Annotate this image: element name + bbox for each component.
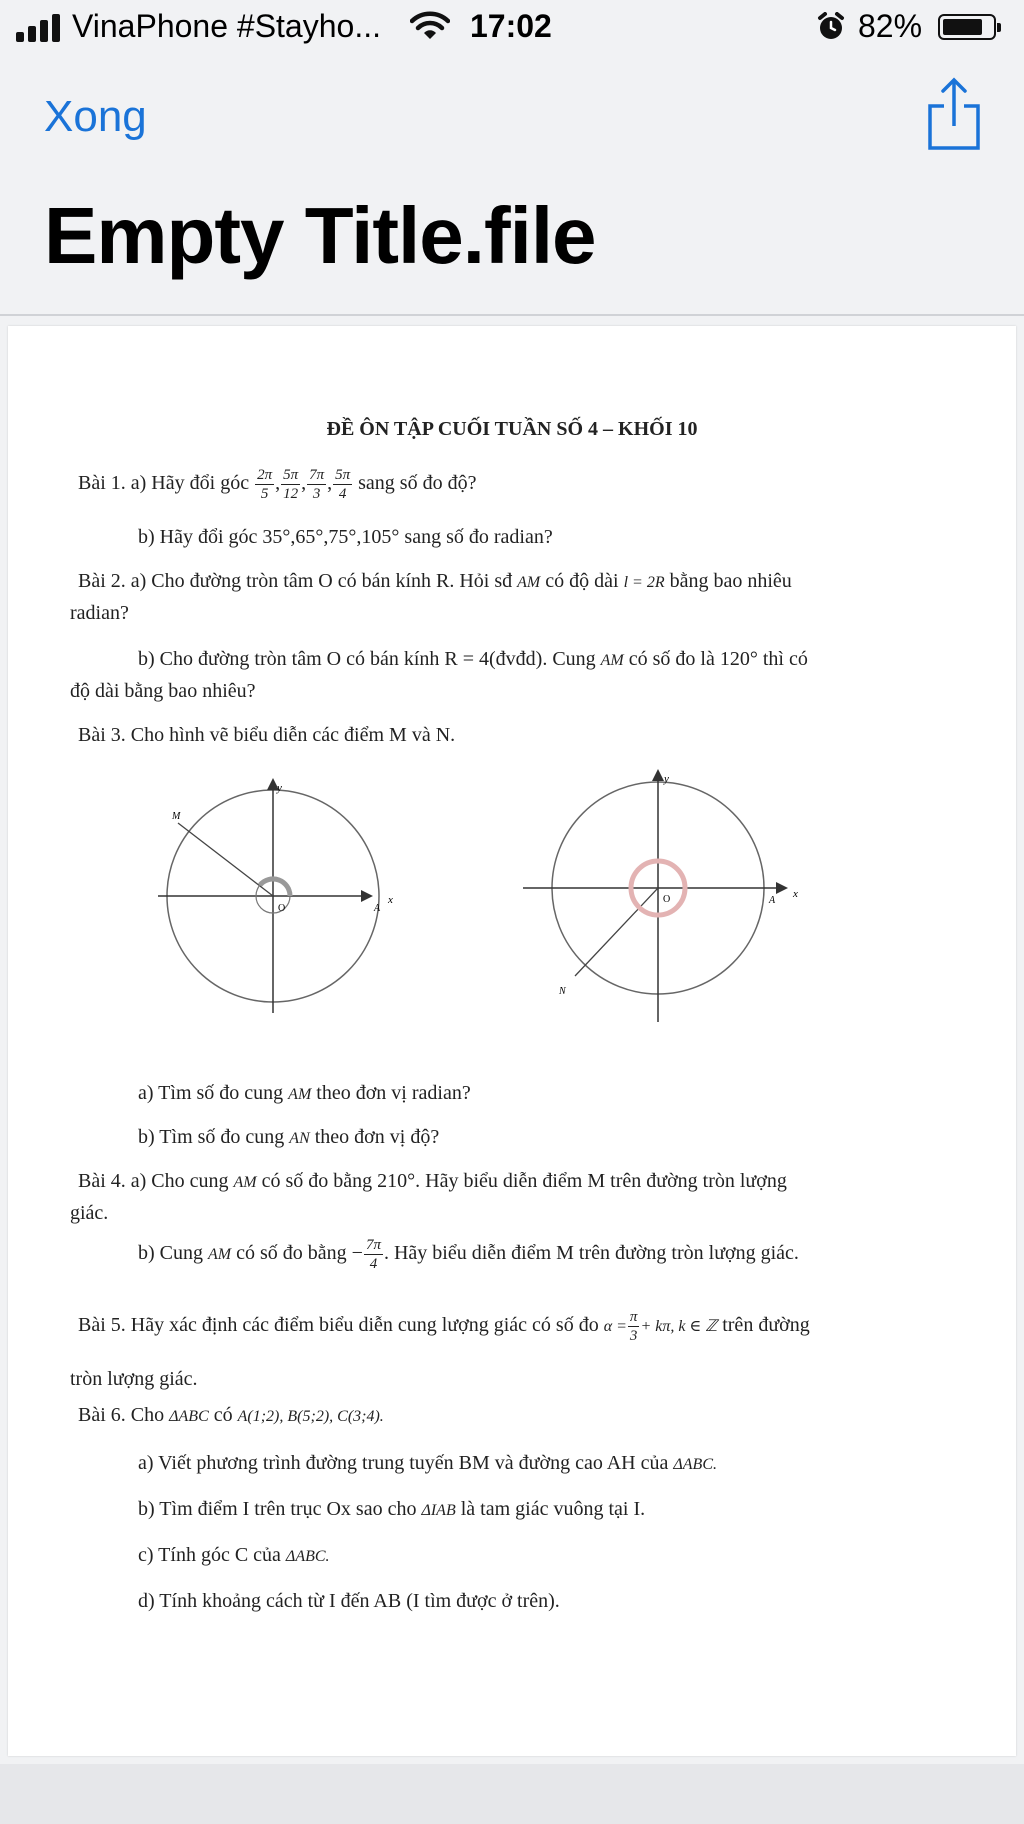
share-icon[interactable]	[924, 76, 984, 152]
angle-arc-highlight	[260, 879, 290, 896]
fraction: $\frac{\pi}{3}$	[629, 1309, 638, 1344]
radius-om	[178, 823, 273, 896]
done-button[interactable]: Xong	[44, 92, 147, 141]
bai4-a-line2: giác.	[70, 1202, 109, 1224]
alarm-clock-icon	[816, 12, 846, 42]
radius-on	[575, 888, 658, 976]
fraction: $\frac{7\pi}{4}$	[365, 1237, 381, 1272]
y-label: y	[277, 782, 282, 794]
bottom-toolbar	[0, 1764, 1024, 1824]
bai6-b: b) Tìm điểm I trên trục Ox sao cho ΔIAB là tam giác vuông tại I.	[138, 1498, 646, 1520]
clock-time: 17:02	[470, 8, 552, 44]
page-title: Empty Title.file	[44, 191, 596, 280]
origin-label: O	[278, 903, 286, 914]
y-label: y	[664, 773, 669, 785]
bai3-intro: Bài 3. Cho hình vẽ biểu diễn các điểm M và N.	[78, 724, 456, 746]
header-divider	[0, 314, 1024, 316]
battery-level-fill	[943, 19, 982, 35]
bai2-a-line2: radian?	[70, 602, 129, 624]
signal-strength-icon	[16, 14, 62, 42]
battery-percentage: 82%	[858, 8, 923, 44]
fraction: $\frac{7\pi}{3}$	[309, 467, 325, 502]
document-heading: ĐỀ ÔN TẬP CUỐI TUẦN SỐ 4 – KHỐI 10	[326, 418, 698, 440]
bai5-line2: tròn lượng giác.	[70, 1368, 198, 1390]
origin-label: O	[663, 894, 671, 905]
battery-icon	[938, 14, 996, 40]
bai6-a: a) Viết phương trình đường trung tuyến BM và đường cao AH của ΔABC.	[138, 1452, 717, 1474]
carrier-name: VinaPhone #Stayho...	[72, 8, 381, 44]
point-a-label: A	[374, 903, 381, 914]
bai2-a-line1: Bài 2. a) Cho đường tròn tâm O có bán kính R. Hỏi sđ AM có độ dài l = 2R bằng bao nhiêu	[78, 570, 792, 592]
bai2-b-line1: b) Cho đường tròn tâm O có bán kính R = 4(đvđd). Cung AM có số đo là 120° thì có	[138, 648, 808, 670]
bai3-a: a) Tìm số đo cung AM theo đơn vị radian?	[138, 1082, 471, 1104]
fraction: $\frac{5\pi}{12}$	[283, 467, 299, 502]
bai6-d: d) Tính khoảng cách từ I đến AB (I tìm được ở trên).	[138, 1590, 560, 1612]
document-page[interactable]	[8, 326, 1016, 1756]
point-n-label: N	[559, 986, 566, 997]
unit-circle-diagram-m	[148, 771, 398, 1021]
bai1-b: b) Hãy đổi góc 35°,65°,75°,105° sang số đo radian?	[138, 526, 553, 548]
bai6-c: c) Tính góc C của ΔABC.	[138, 1544, 330, 1566]
bai4-a-line1: Bài 4. a) Cho cung AM có số đo bằng 210°. Hãy biểu diễn điểm M trên đường tròn lượng	[78, 1170, 787, 1192]
point-a-label: A	[769, 895, 776, 906]
bai6-intro: Bài 6. Cho ΔABC có A(1;2), B(5;2), C(3;4).	[78, 1404, 384, 1426]
x-label: x	[793, 888, 798, 900]
bai5-line1: Bài 5. Hãy xác định các điểm biểu diễn cung lượng giác có số đo α = $\frac{\pi}{3}$ + kπ, k ∈ ℤ trên đường	[78, 1309, 810, 1344]
fraction: $\frac{5\pi}{4}$	[335, 467, 351, 502]
bai3-b: b) Tìm số đo cung AN theo đơn vị độ?	[138, 1126, 440, 1148]
bai1-a: Bài 1. a) Hãy đổi góc $\frac{2\pi}{5}$ , $\frac{5\pi}{12}$ , $\frac{7\pi}{3}$ , $\frac{5\pi}{4}$ sang số đo độ?	[78, 467, 477, 502]
wifi-icon	[410, 10, 450, 42]
bai4-b: b) Cung AM có số đo bằng − $\frac{7\pi}{4}$ . Hãy biểu diễn điểm M trên đường tròn lượng giác.	[138, 1237, 799, 1272]
status-bar	[0, 0, 1024, 56]
unit-circle-diagram-n	[513, 766, 803, 1026]
point-m-label: M	[172, 811, 181, 822]
x-label: x	[388, 894, 393, 906]
fraction: $\frac{2\pi}{5}$	[257, 467, 273, 502]
bai2-b-line2: độ dài bằng bao nhiêu?	[70, 680, 256, 702]
